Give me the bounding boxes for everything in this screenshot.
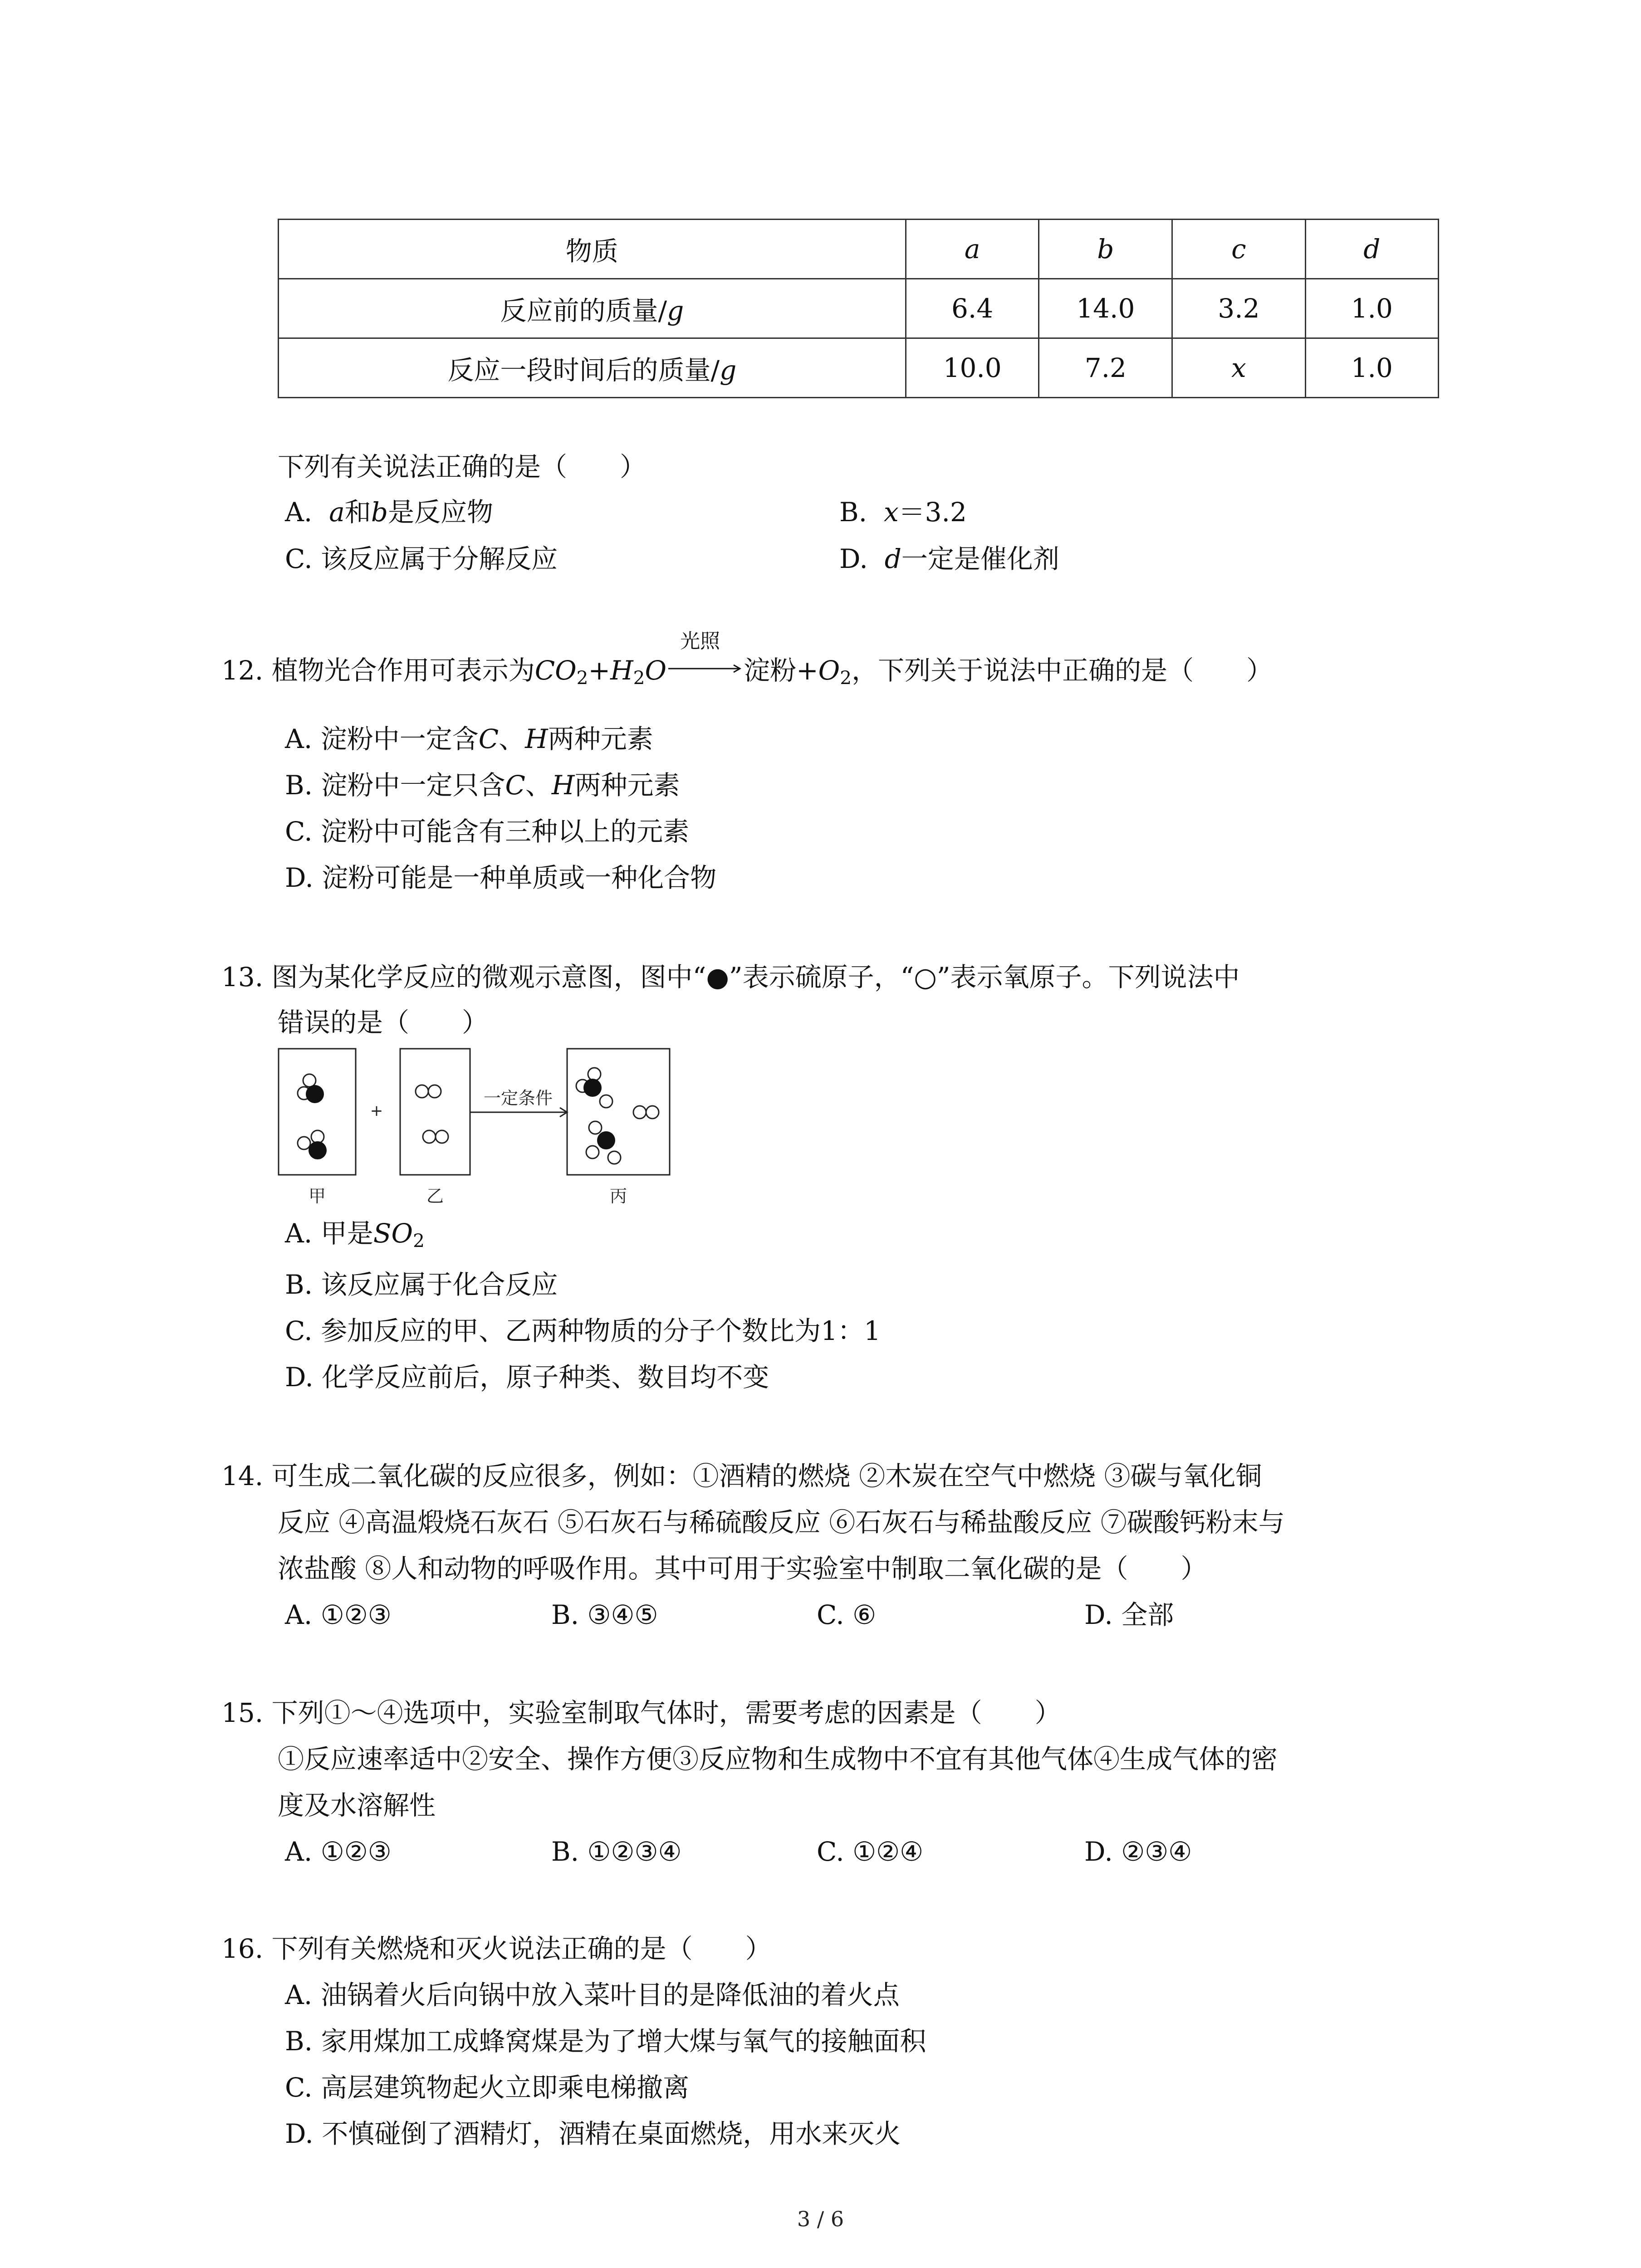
box-yi	[400, 1049, 470, 1175]
q13-option-c: C. 参加反应的甲、乙两种物质的分子个数比为1：1	[285, 1315, 881, 1346]
q14-option-c: C. ⑥	[817, 1599, 877, 1630]
table-cell: 7.2	[1039, 338, 1172, 398]
table-cell: 10.0	[906, 338, 1039, 398]
q15-option-c: C. ①②④	[817, 1836, 924, 1867]
q15-stem-line1: 15. 下列①～④选项中，实验室制取气体时，需要考虑的因素是（ ）	[221, 1697, 1061, 1728]
q15-stem-line3: 度及水溶解性	[278, 1790, 436, 1821]
q12-option-c: C. 淀粉中可能含有三种以上的元素	[285, 816, 690, 847]
table-header-cell: 物质	[279, 220, 906, 279]
page-number: 3 / 6	[797, 2207, 844, 2231]
plus-sign: +	[370, 1102, 383, 1120]
q13-stem-line1: 13. 图为某化学反应的微观示意图，图中“●”表示硫原子，“○”表示氧原子。下列说法中	[221, 962, 1240, 992]
q13-option-b: B. 该反应属于化合反应	[285, 1269, 558, 1300]
label-yi: 乙	[426, 1186, 444, 1206]
q15-stem-line2: ①反应速率适中②安全、操作方便③反应物和生成物中不宜有其他气体④生成气体的密	[278, 1744, 1278, 1774]
q13-option-a: A. 甲是$SO_2$	[285, 1218, 425, 1252]
q14-option-a: A. ①②③	[285, 1599, 392, 1630]
q11-option-c: C. 该反应属于分解反应	[285, 543, 558, 574]
mass-table	[278, 219, 1439, 398]
sulfur-atom	[597, 1131, 615, 1149]
q12-option-b: B. 淀粉中一定只含C、H两种元素	[285, 770, 680, 801]
table-header-row	[279, 220, 1439, 279]
table-header-cell: a	[906, 220, 1039, 279]
q16-option-d: D. 不慎碰倒了酒精灯，酒精在桌面燃烧，用水来灭火	[285, 2118, 901, 2149]
q13-stem-line2: 错误的是（ ）	[278, 1007, 489, 1038]
q15-option-a: A. ①②③	[285, 1836, 392, 1867]
table-row	[279, 279, 1439, 338]
sulfur-atom	[306, 1085, 324, 1103]
q11-option-b: B. x＝3.2	[839, 497, 967, 528]
table-cell: 14.0	[1039, 279, 1172, 338]
q16-option-b: B. 家用煤加工成蜂窝煤是为了增大煤与氧气的接触面积	[285, 2026, 926, 2057]
reaction-arrow: 光照	[666, 653, 744, 679]
table-header-cell: d	[1305, 220, 1438, 279]
condition-label: 一定条件	[483, 1088, 553, 1108]
q13-option-d: D. 化学反应前后，原子种类、数目均不变	[285, 1362, 769, 1393]
q16-option-a: A. 油锅着火后向锅中放入菜叶目的是降低油的着火点	[285, 1980, 900, 2010]
q16-stem: 16. 下列有关燃烧和灭火说法正确的是（ ）	[221, 1933, 772, 1964]
table-row	[279, 338, 1439, 398]
q15-option-b: B. ①②③④	[551, 1836, 682, 1867]
q14-stem-line2: 反应 ④高温煅烧石灰石 ⑤石灰石与稀硫酸反应 ⑥石灰石与稀盐酸反应 ⑦碳酸钙粉末与	[278, 1507, 1285, 1538]
q12-option-d: D. 淀粉可能是一种单质或一种化合物	[285, 862, 717, 893]
table-row-label: 反应前的质量/g	[279, 279, 906, 338]
table-cell: x	[1172, 338, 1305, 398]
q14-option-b: B. ③④⑤	[551, 1599, 658, 1630]
table-cell: 3.2	[1172, 279, 1305, 338]
q16-option-c: C. 高层建筑物起火立即乘电梯撤离	[285, 2072, 690, 2103]
q14-option-d: D. 全部	[1084, 1599, 1174, 1630]
q14-stem-line1: 14. 可生成二氧化碳的反应很多，例如：①酒精的燃烧 ②木炭在空气中燃烧 ③碳与氧化铜	[221, 1461, 1262, 1491]
sulfur-atom	[309, 1141, 327, 1159]
q11-option-a: A. a和b是反应物	[285, 497, 493, 528]
table-cell: 1.0	[1305, 279, 1438, 338]
table-cell: 6.4	[906, 279, 1039, 338]
q11-stem: 下列有关说法正确的是（ ）	[278, 451, 647, 482]
q11-option-d: D. d一定是催化剂	[839, 543, 1059, 574]
table-header-cell: b	[1039, 220, 1172, 279]
label-jia: 甲	[308, 1186, 326, 1206]
q12-option-a: A. 淀粉中一定含C、H两种元素	[285, 723, 653, 754]
label-bing: 丙	[609, 1186, 627, 1206]
q15-option-d: D. ②③④	[1084, 1836, 1192, 1867]
q12-stem: 12. 植物光合作用可表示为$CO_2+H_2O$ 光照 淀粉$+O_2$，下列关于说法中正确的是（ ）	[221, 630, 1273, 689]
table-row-label: 反应一段时间后的质量/g	[279, 338, 906, 398]
q14-stem-line3: 浓盐酸 ⑧人和动物的呼吸作用。其中可用于实验室中制取二氧化碳的是（ ）	[278, 1553, 1207, 1584]
table-header-cell: c	[1172, 220, 1305, 279]
table-cell: 1.0	[1305, 338, 1438, 398]
sulfur-atom	[583, 1079, 602, 1097]
reaction-micro-diagram	[278, 1048, 686, 1220]
